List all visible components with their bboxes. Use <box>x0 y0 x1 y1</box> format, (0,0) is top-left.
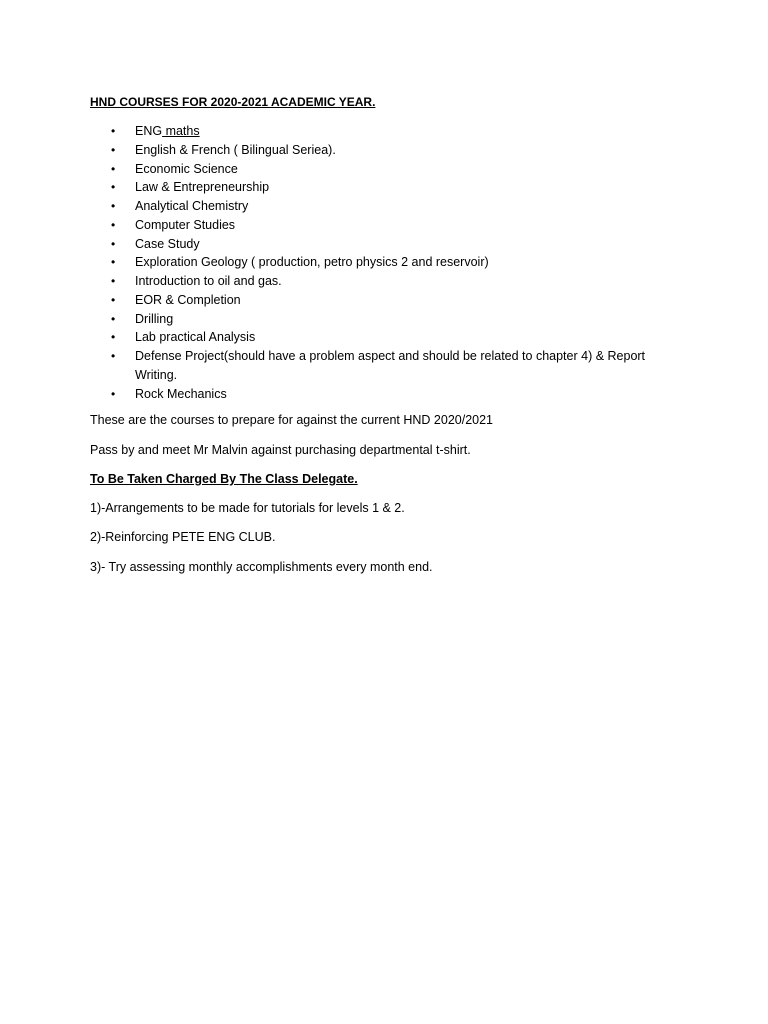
course-text: Introduction to oil and gas. <box>135 274 282 288</box>
course-text: Lab practical Analysis <box>135 330 256 345</box>
delegate-item-1: 1)-Arrangements to be made for tutorials for levels 1 & 2. <box>90 501 405 515</box>
delegate-item-3: 3)- Try assessing monthly accomplishments every month end. <box>90 559 433 574</box>
list-item <box>90 197 665 216</box>
delegate-subheading: To Be Taken Charged By The Class Delegate. <box>90 471 358 486</box>
list-item <box>90 141 665 160</box>
list-item <box>90 347 665 385</box>
course-text: Economic Science <box>135 161 238 176</box>
course-text: Computer Studies <box>135 217 236 232</box>
bullet-icon: • <box>111 311 116 326</box>
course-text: Analytical Chemistry <box>135 199 249 213</box>
list-item <box>90 272 665 291</box>
list-item <box>90 178 665 197</box>
course-prefix: ENG <box>135 124 163 138</box>
bullet-icon: • <box>111 217 116 232</box>
bullet-icon: • <box>111 142 116 157</box>
bullet-icon: • <box>111 274 116 288</box>
list-item <box>90 122 665 141</box>
course-text: Rock Mechanics <box>135 386 227 401</box>
list-item <box>90 328 665 347</box>
course-underlined: maths <box>162 124 200 138</box>
bullet-icon: • <box>111 386 116 401</box>
document-heading: HND COURSES FOR 2020-2021 ACADEMIC YEAR. <box>90 95 376 109</box>
list-item <box>90 310 665 329</box>
list-item <box>90 253 665 272</box>
list-item <box>90 385 665 404</box>
list-item <box>90 160 665 179</box>
course-list <box>90 122 690 403</box>
course-text: Drilling <box>135 311 174 326</box>
course-text: Law & Entrepreneurship <box>135 180 270 195</box>
document-body <box>90 93 690 587</box>
bullet-icon: • <box>111 124 116 138</box>
course-text: English & French ( Bilingual Seriea). <box>135 142 336 157</box>
bullet-icon: • <box>111 349 116 363</box>
course-text: EOR & Completion <box>135 292 241 307</box>
courses-note: These are the courses to prepare for against the current HND 2020/2021 <box>90 413 494 428</box>
bullet-icon: • <box>111 180 116 195</box>
bullet-icon: • <box>111 292 116 307</box>
delegate-item-2: 2)-Reinforcing PETE ENG CLUB. <box>90 530 276 545</box>
course-text: Case Study <box>135 236 200 251</box>
list-item <box>90 216 665 235</box>
course-text: Exploration Geology ( production, petro physics 2 and reservoir) <box>135 255 489 270</box>
bullet-icon: • <box>111 236 116 251</box>
list-item <box>90 235 665 254</box>
bullet-icon: • <box>111 161 116 176</box>
tshirt-note: Pass by and meet Mr Malvin against purchasing departmental t-shirt. <box>90 442 471 457</box>
list-item <box>90 291 665 310</box>
bullet-icon: • <box>111 330 116 345</box>
bullet-icon: • <box>111 199 116 213</box>
course-text: Defense Project(should have a problem aspect and should be related to chapter 4) & Report Writing. <box>135 349 646 382</box>
bullet-icon: • <box>111 255 116 270</box>
